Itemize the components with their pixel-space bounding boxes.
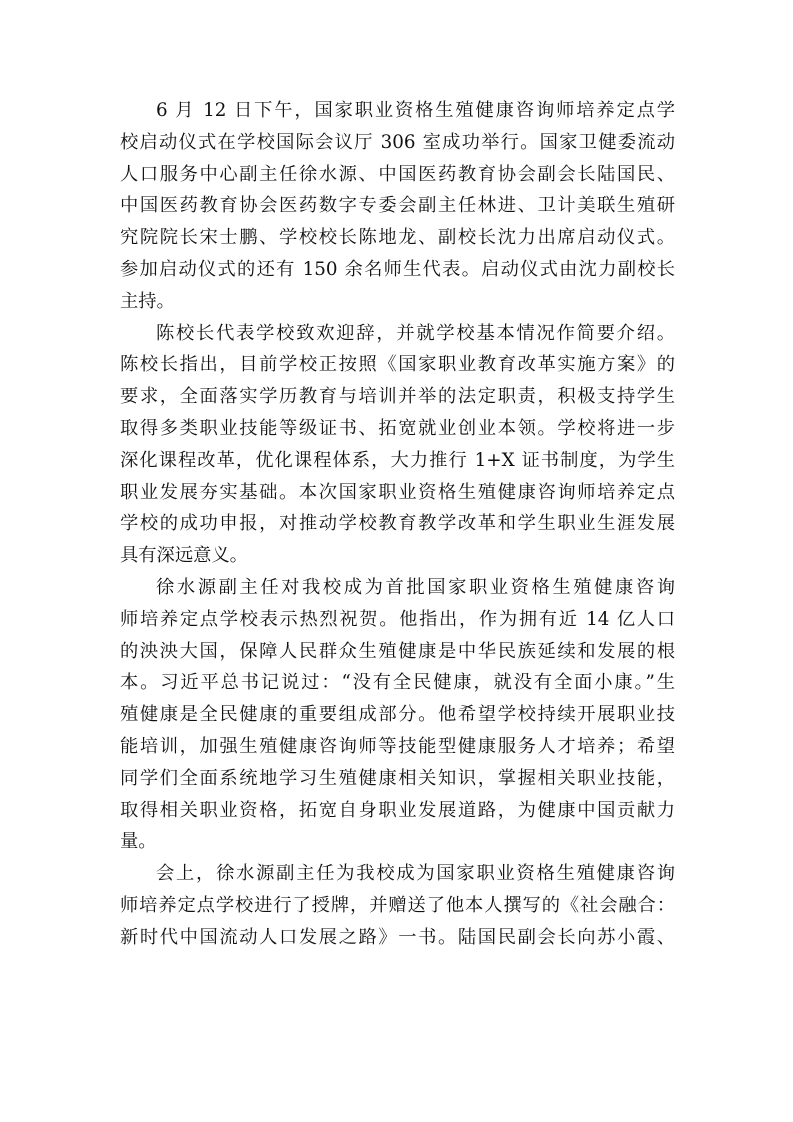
text-line: 深化课程改革，优化课程体系，大力推行 1+X 证书制度，为学生: [120, 449, 675, 471]
paragraph-1: [120, 95, 675, 318]
text-line: 职业发展夯实基础。本次国家职业资格生殖健康咨询师培养定点: [120, 481, 675, 503]
text-line: 同学们全面系统地学习生殖健康相关知识，掌握相关职业技能，: [120, 767, 675, 789]
text-line: 取得相关职业资格，拓宽自身职业发展道路，为健康中国贡献力: [120, 799, 675, 821]
text-line: 师培养定点学校表示热烈祝贺。他指出，作为拥有近 14 亿人口: [120, 608, 675, 630]
text-line: 能培训，加强生殖健康咨询师等技能型健康服务人才培养；希望: [120, 735, 675, 757]
text-line: 究院院长宋士鹏、学校校长陈地龙、副校长沈力出席启动仪式。: [120, 227, 675, 249]
text-line: 参加启动仪式的还有 150 余名师生代表。启动仪式由沈力副校长: [120, 258, 675, 280]
paragraph-2: [120, 318, 675, 572]
paragraph-4: [120, 858, 675, 953]
text-line: 6 月 12 日下午，国家职业资格生殖健康咨询师培养定点学: [156, 100, 675, 121]
text-line: 徐水源副主任对我校成为首批国家职业资格生殖健康咨询: [156, 576, 675, 598]
paragraph-3: [120, 572, 675, 858]
text-line: 校启动仪式在学校国际会议厅 306 室成功举行。国家卫健委流动: [120, 131, 675, 153]
text-line: 要求，全面落实学历教育与培训并举的法定职责，积极支持学生: [120, 386, 675, 408]
text-line: 的泱泱大国，保障人民群众生殖健康是中华民族延续和发展的根: [120, 640, 675, 662]
text-line: 本。习近平总书记说过：“没有全民健康，就没有全面小康。”生: [120, 672, 675, 694]
text-line: 会上，徐水源副主任为我校成为国家职业资格生殖健康咨询: [156, 863, 675, 885]
text-line: 学校的成功申报，对推动学校教育教学改革和学生职业生涯发展: [120, 513, 675, 535]
text-line: 人口服务中心副主任徐水源、中国医药教育协会副会长陆国民、: [120, 163, 675, 185]
text-line: 量。: [120, 831, 157, 853]
text-line: 陈校长指出，目前学校正按照《国家职业教育改革实施方案》的: [120, 354, 675, 376]
text-line: 主持。: [120, 290, 175, 312]
article-body: [120, 95, 675, 954]
text-line: 陈校长代表学校致欢迎辞，并就学校基本情况作简要介绍。: [156, 322, 675, 344]
text-line: 师培养定点学校进行了授牌，并赠送了他本人撰写的《社会融合：: [120, 894, 675, 916]
text-line: 新时代中国流动人口发展之路》一书。陆国民副会长向苏小霞、: [120, 926, 675, 948]
text-line: 取得多类职业技能等级证书、拓宽就业创业本领。学校将进一步: [120, 417, 675, 439]
text-line: 中国医药教育协会医药数字专委会副主任林进、卫计美联生殖研: [120, 195, 675, 217]
text-line: 殖健康是全民健康的重要组成部分。他希望学校持续开展职业技: [120, 704, 675, 726]
text-line: 具有深远意义。: [120, 545, 248, 567]
